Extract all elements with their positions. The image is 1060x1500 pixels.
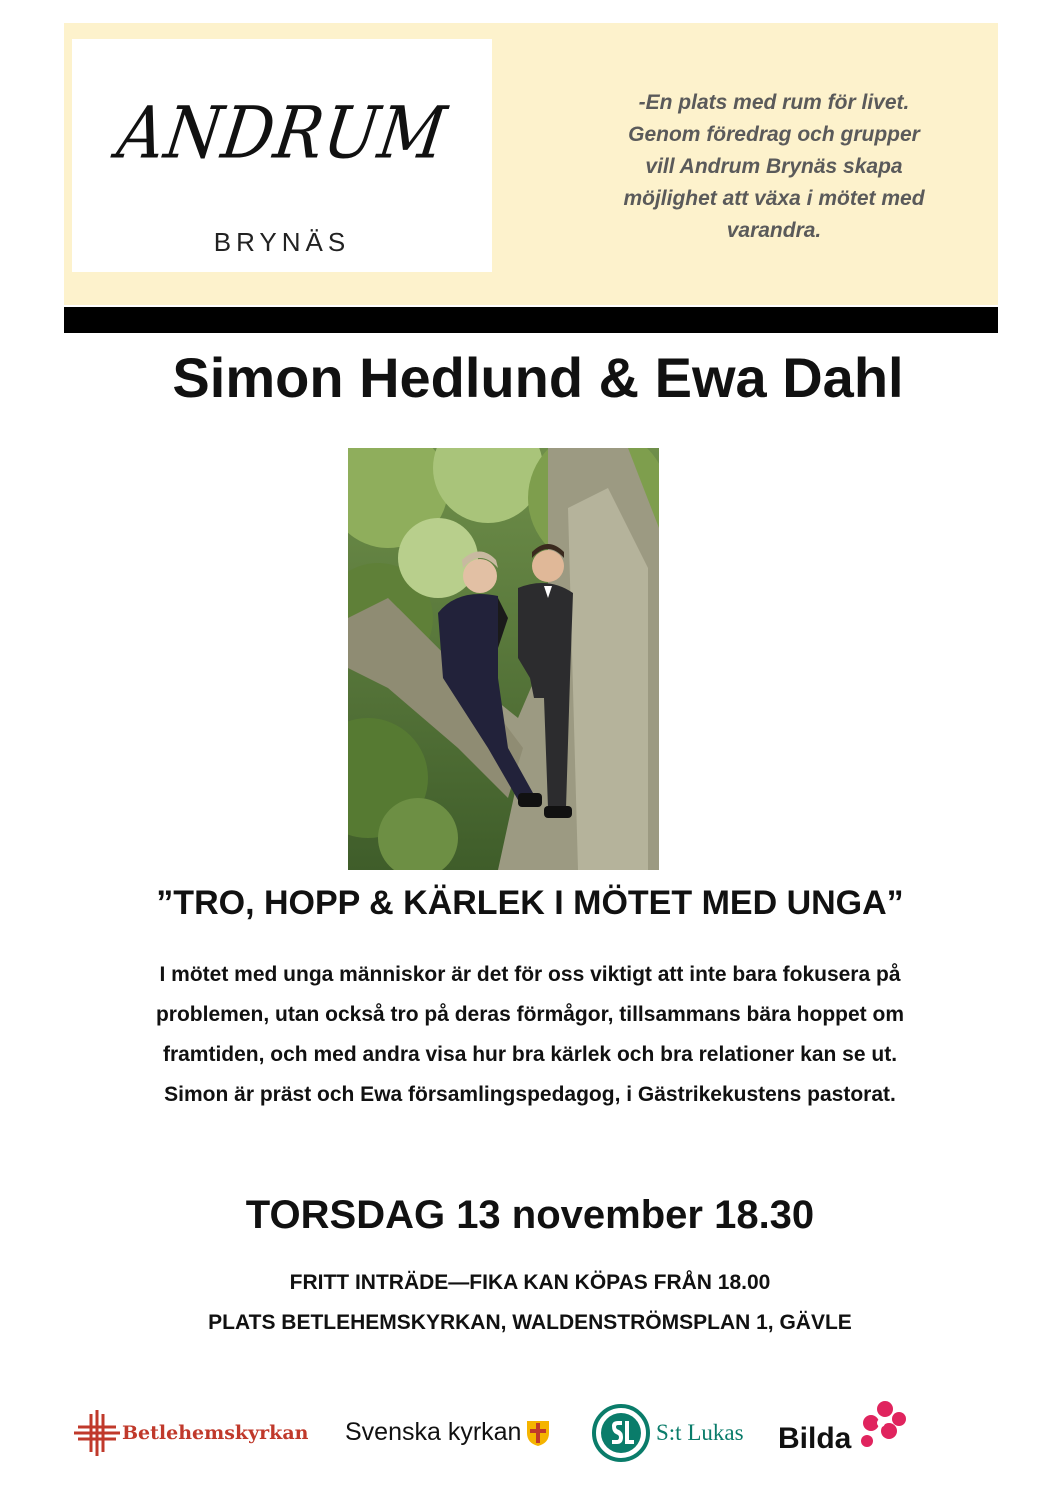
description-line: framtiden, och med andra visa hur bra kärlek och bra relationer kan se ut. xyxy=(162,1043,898,1066)
description-line: I mötet med unga människor är det för oss viktigt att inte bara fokusera på xyxy=(159,963,901,986)
svenska-kyrkan-shield-icon xyxy=(525,1419,551,1447)
event-info xyxy=(0,1263,1060,1343)
andrum-logo xyxy=(72,39,492,272)
st-lukas-label: S:t Lukas xyxy=(656,1420,744,1445)
description xyxy=(70,955,990,1115)
tagline-line: varandra. xyxy=(726,219,822,242)
location-info: PLATS BETLEHEMSKYRKAN, WALDENSTRÖMSPLAN 1, GÄVLE xyxy=(208,1311,852,1334)
talk-title: ”TRO, HOPP & KÄRLEK I MÖTET MED UNGA” xyxy=(156,884,904,922)
bilda-label: Bilda xyxy=(778,1422,852,1455)
logo-title: ANDRUM xyxy=(112,92,452,176)
tagline xyxy=(584,87,964,247)
svenska-kyrkan-logo xyxy=(345,1418,551,1447)
bilda-figure-icon xyxy=(843,1397,909,1455)
tagline-line: Genom föredrag och grupper xyxy=(628,123,920,146)
betlehem-label: Betlehemskyrkan xyxy=(122,1422,309,1444)
speaker-names: Simon Hedlund & Ewa Dahl xyxy=(172,346,904,409)
tagline-line: vill Andrum Brynäs skapa xyxy=(645,155,903,178)
betlehemskyrkan-logo xyxy=(72,1408,308,1458)
logo-subtitle: BRYNÄS xyxy=(213,227,351,257)
header-banner xyxy=(64,23,998,305)
st-lukas-logo xyxy=(592,1404,744,1462)
betlehem-cross-icon xyxy=(72,1408,122,1458)
bilda-logo xyxy=(778,1396,909,1456)
tagline-line: -En plats med rum för livet. xyxy=(638,91,910,114)
st-lukas-emblem-icon xyxy=(592,1404,650,1462)
speakers-photo xyxy=(348,448,659,870)
admission-info: FRITT INTRÄDE—FIKA KAN KÖPAS FRÅN 18.00 xyxy=(289,1271,771,1294)
event-date: TORSDAG 13 november 18.30 xyxy=(245,1193,815,1237)
divider-bar xyxy=(64,307,998,333)
description-line: Simon är präst och Ewa församlingspedagog, i Gästrikekustens pastorat. xyxy=(164,1083,896,1106)
svenska-kyrkan-label: Svenska kyrkan xyxy=(345,1418,522,1446)
tagline-line: möjlighet att växa i mötet med xyxy=(623,187,925,210)
description-line: problemen, utan också tro på deras förmågor, tillsammans bära hoppet om xyxy=(155,1003,904,1026)
sponsor-logos xyxy=(0,1390,1060,1480)
